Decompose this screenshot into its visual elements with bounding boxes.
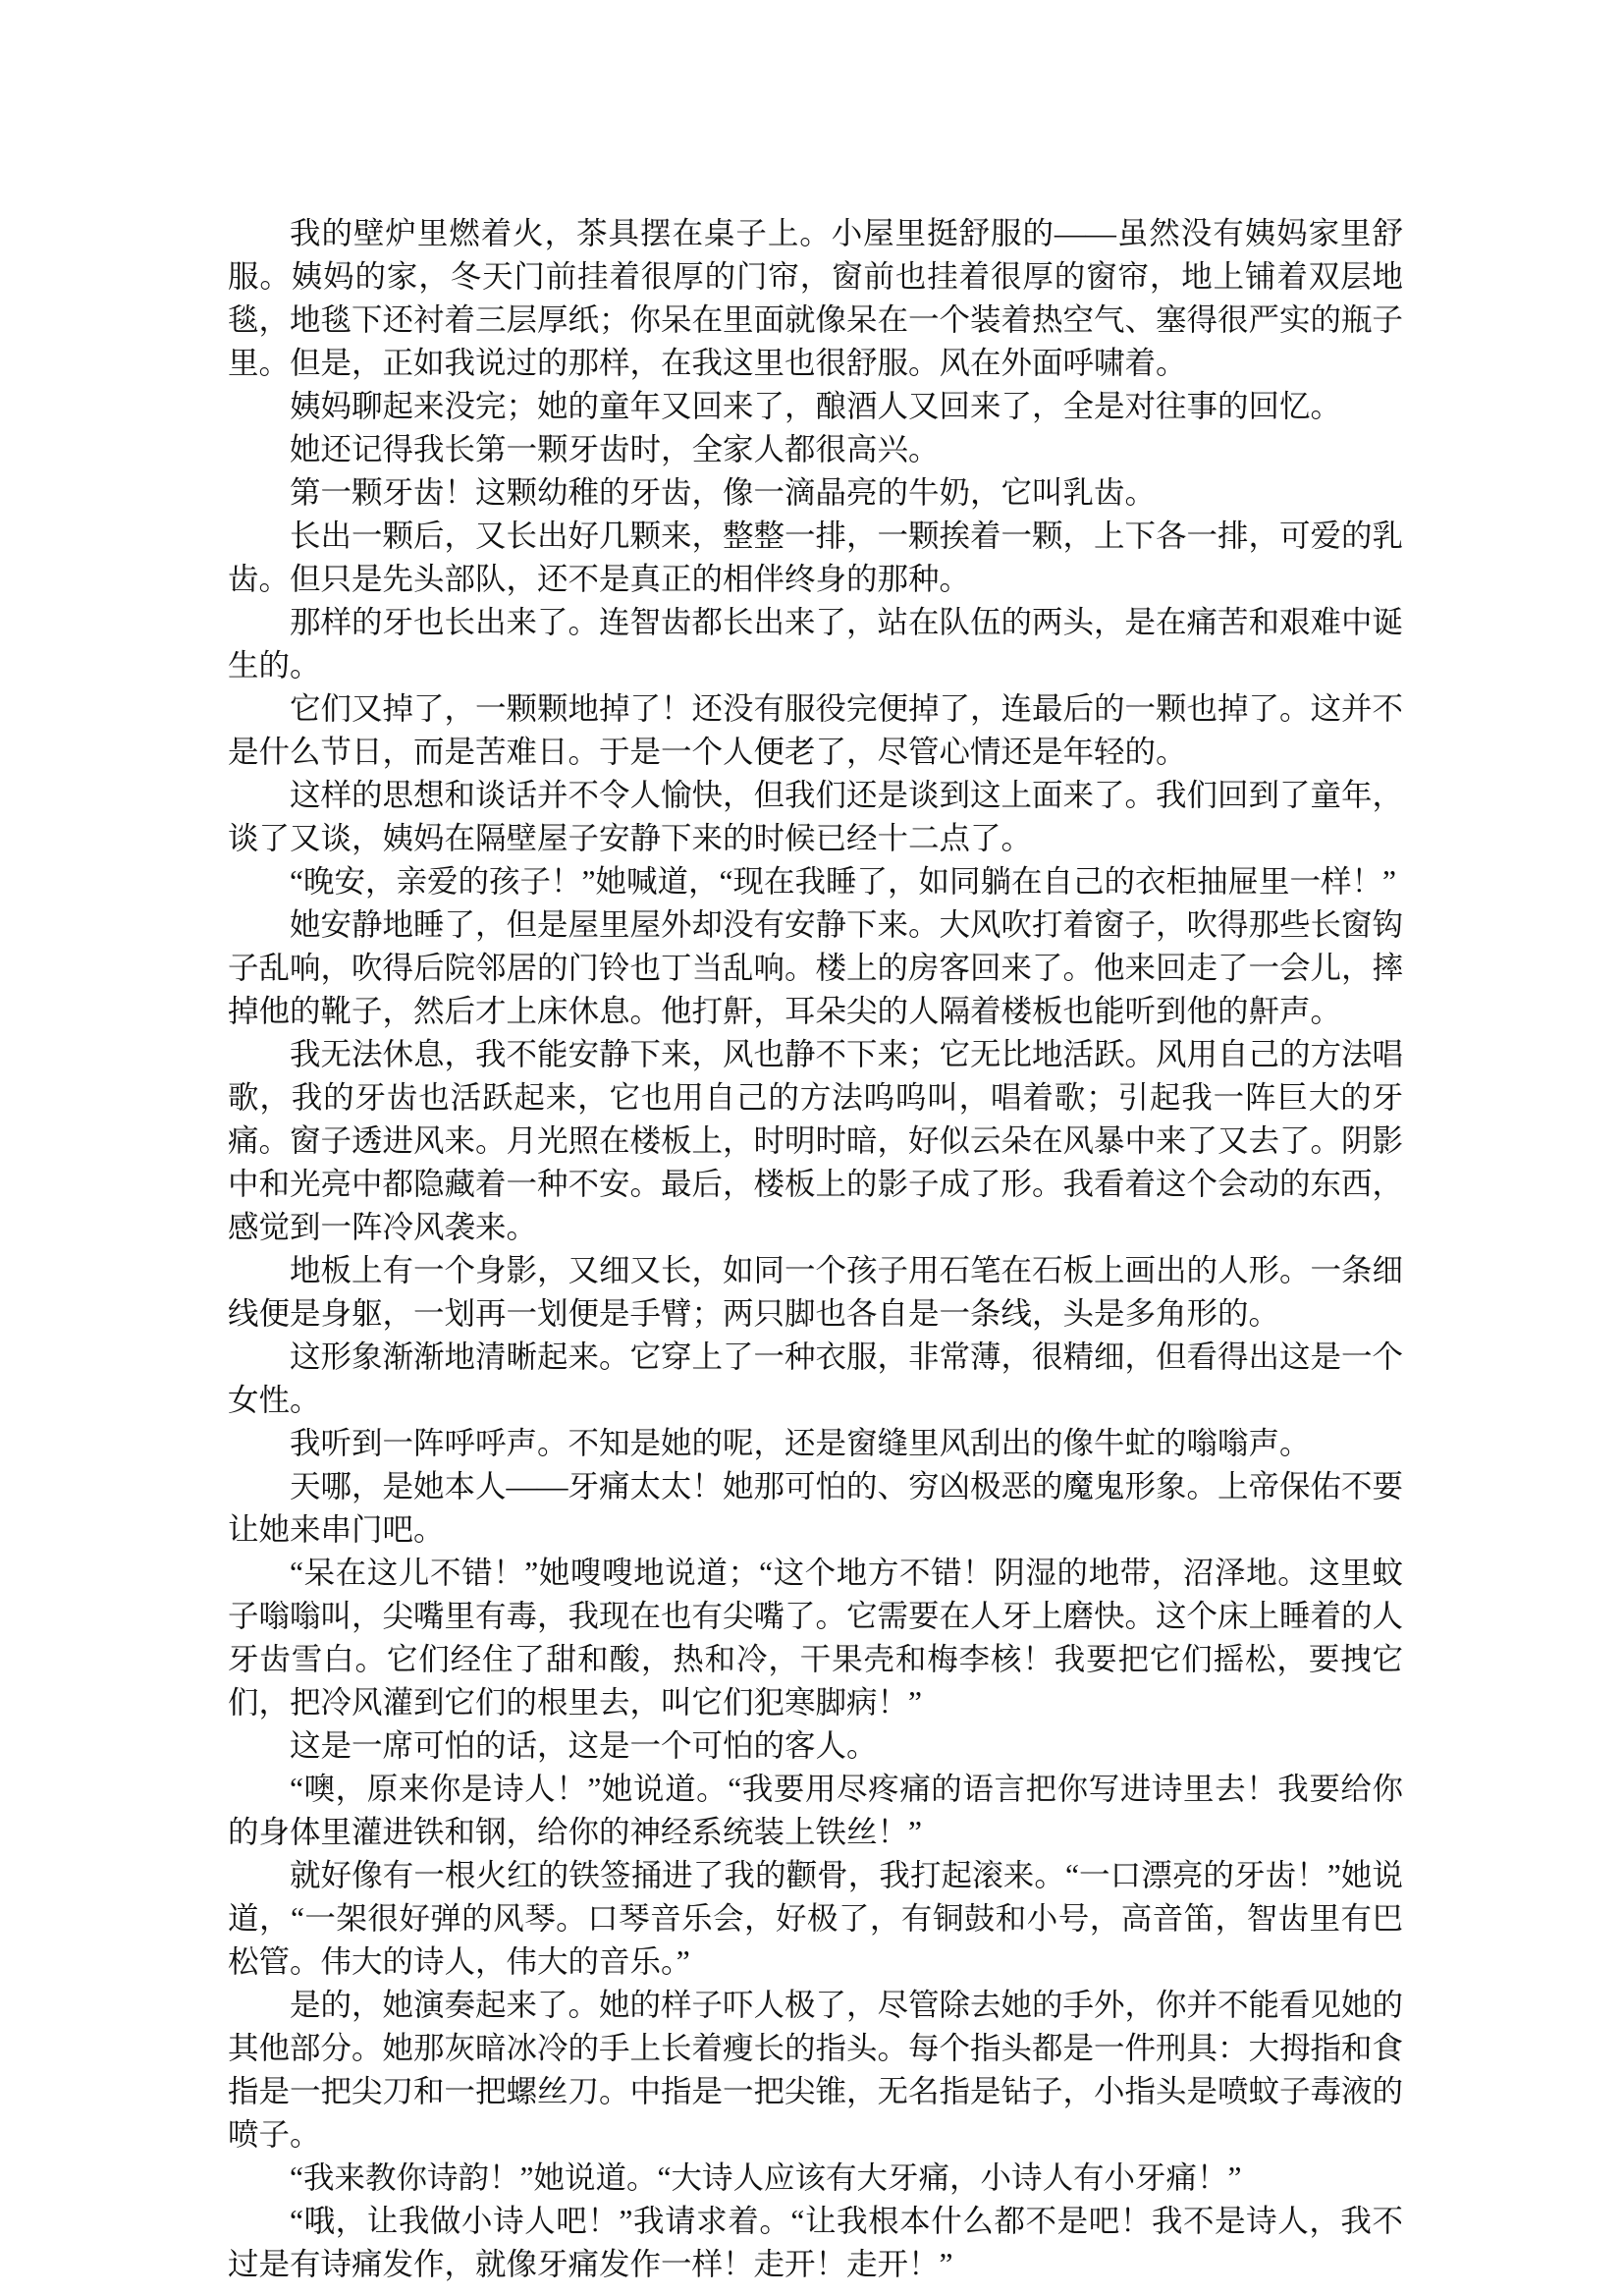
- paragraph: 姨妈聊起来没完；她的童年又回来了，酿酒人又回来了，全是对往事的回忆。: [290, 389, 1342, 423]
- paragraph: 这是一席可怕的话，这是一个可怕的客人。: [290, 1728, 878, 1763]
- paragraph: 我的壁炉里燃着火，茶具摆在桌子上。小屋里挺舒服的——虽然没有姨妈家里舒服。姨妈的家，冬天门前挂着很厚的门帘，窗前也挂着很厚的窗帘，地上铺着双层地毯，地毯下还衬着三层厚纸；你呆在里面就像呆在一个装着热空气、塞得很严实的瓶子里。但是，正如我说过的那样，在我这里也很舒服。风在外面呼啸着。: [228, 216, 1404, 380]
- paragraph: 长出一颗后，又长出好几颗来，整整一排，一颗挨着一颗，上下各一排，可爱的乳齿。但只是先头部队，还不是真正的相伴终身的那种。: [228, 519, 1404, 596]
- paragraph: “呆在这儿不错！”她嗖嗖地说道；“这个地方不错！阴湿的地带，沼泽地。这里蚊子嗡嗡叫，尖嘴里有毒，我现在也有尖嘴了。它需要在人牙上磨快。这个床上睡着的人牙齿雪白。它们经住了甜和酸，热和冷，干果壳和梅李核！我要把它们摇松，要拽它们，把冷风灌到它们的根里去，叫它们犯寒脚病！”: [228, 1556, 1404, 1720]
- paragraph: 这样的思想和谈话并不令人愉快，但我们还是谈到这上面来了。我们回到了童年，谈了又谈，姨妈在隔壁屋子安静下来的时候已经十二点了。: [228, 778, 1404, 855]
- paragraph: 就好像有一根火红的铁签捅进了我的颧骨，我打起滚来。“一口漂亮的牙齿！”她说道，“一架很好弹的风琴。口琴音乐会，好极了，有铜鼓和小号，高音笛，智齿里有巴松管。伟大的诗人，伟大的音乐。”: [228, 1858, 1403, 1979]
- paragraph: 是的，她演奏起来了。她的样子吓人极了，尽管除去她的手外，你并不能看见她的其他部分。她那灰暗冰冷的手上长着瘦长的指头。每个指头都是一件刑具：大拇指和食指是一把尖刀和一把螺丝刀。中指是一把尖锥，无名指是钻子，小指头是喷蚊子毒液的喷子。: [228, 1988, 1404, 2152]
- story-text: [228, 212, 1403, 2286]
- paragraph: 第一颗牙齿！这颗幼稚的牙齿，像一滴晶亮的牛奶，它叫乳齿。: [290, 475, 1157, 510]
- paragraph: “哦，让我做小诗人吧！”我请求着。“让我根本什么都不是吧！我不是诗人，我不过是有诗痛发作，就像牙痛发作一样！走开！走开！”: [228, 2204, 1403, 2281]
- paragraph: “晚安，亲爱的孩子！”她喊道，“现在我睡了，如同躺在自己的衣柜抽屉里一样！”: [290, 864, 1396, 899]
- paragraph: 天哪，是她本人——牙痛太太！她那可怕的、穷凶极恶的魔鬼形象。上帝保佑不要让她来串门吧。: [228, 1469, 1404, 1547]
- paragraph: 那样的牙也长出来了。连智齿都长出来了，站在队伍的两头，是在痛苦和艰难中诞生的。: [228, 605, 1404, 683]
- paragraph: 我无法休息，我不能安静下来，风也静不下来；它无比地活跃。风用自己的方法唱歌，我的牙齿也活跃起来，它也用自己的方法呜呜叫，唱着歌；引起我一阵巨大的牙痛。窗子透进风来。月光照在楼板上，时明时暗，好似云朵在风暴中来了又去了。阴影中和光亮中都隐藏着一种不安。最后，楼板上的影子成了形。我看着这个会动的东西，感觉到一阵冷风袭来。: [228, 1037, 1404, 1244]
- paragraph: 我听到一阵呼呼声。不知是她的呢，还是窗缝里风刮出的像牛虻的嗡嗡声。: [290, 1426, 1311, 1460]
- paragraph: 她安静地睡了，但是屋里屋外却没有安静下来。大风吹打着窗子，吹得那些长窗钩子乱响，吹得后院邻居的门铃也丁当乱响。楼上的房客回来了。他来回走了一会儿，摔掉他的靴子，然后才上床休息。他打鼾，耳朵尖的人隔着楼板也能听到他的鼾声。: [228, 907, 1404, 1028]
- paragraph: 她还记得我长第一颗牙齿时，全家人都很高兴。: [290, 432, 940, 466]
- paragraph: “噢，原来你是诗人！”她说道。“我要用尽疼痛的语言把你写进诗里去！我要给你的身体里灌进铁和钢，给你的神经系统装上铁丝！”: [228, 1772, 1403, 1849]
- paragraph: 它们又掉了，一颗颗地掉了！还没有服役完便掉了，连最后的一颗也掉了。这并不是什么节日，而是苦难日。于是一个人便老了，尽管心情还是年轻的。: [228, 691, 1404, 769]
- paragraph: 地板上有一个身影，又细又长，如同一个孩子用石笔在石板上画出的人形。一条细线便是身躯，一划再一划便是手臂；两只脚也各自是一条线，头是多角形的。: [228, 1253, 1404, 1331]
- paragraph: 这形象渐渐地清晰起来。它穿上了一种衣服，非常薄，很精细，但看得出这是一个女性。: [228, 1339, 1404, 1417]
- paragraph: “我来教你诗韵！”她说道。“大诗人应该有大牙痛，小诗人有小牙痛！”: [290, 2160, 1242, 2195]
